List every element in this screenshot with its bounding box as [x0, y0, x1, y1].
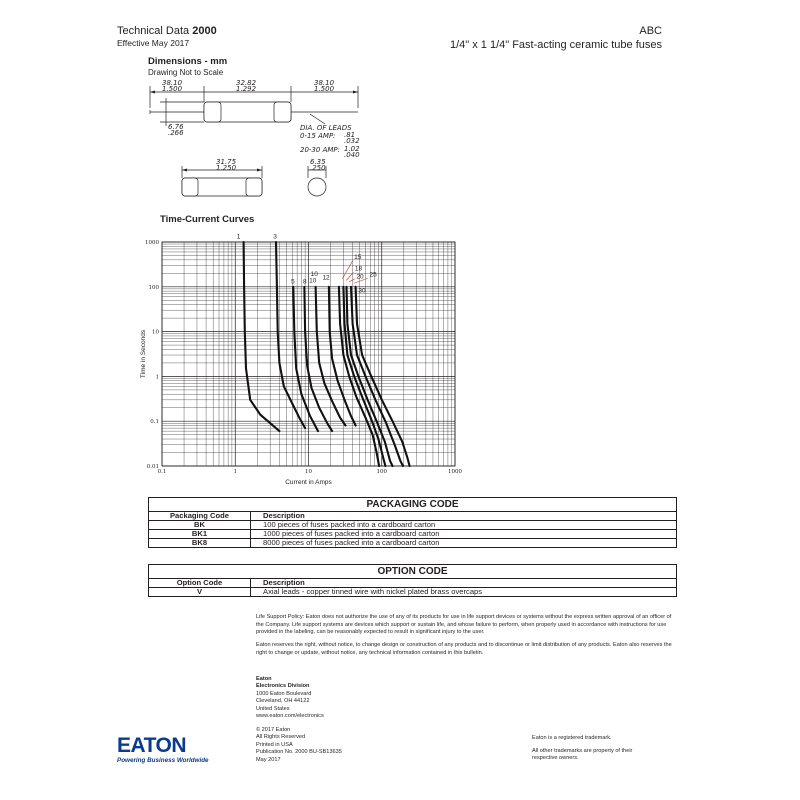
dim-len-mm: 31.75: [216, 158, 237, 166]
dim-range2-in: .040: [344, 151, 360, 159]
country: United States: [256, 705, 290, 712]
dim-dia-in: .266: [168, 129, 184, 137]
option-col-code: Option Code: [149, 579, 251, 588]
doc-number: 2000: [192, 25, 217, 37]
dim-range2-mm: 1.02: [344, 145, 360, 153]
y-tick-label: 0.1: [150, 419, 159, 426]
copyright-line: Publication No. 2000 BU-SB13635: [256, 749, 342, 756]
curve-label: 10: [310, 270, 318, 278]
dim-len-in: 1.250: [216, 164, 237, 172]
curve-label: 1: [236, 233, 241, 241]
packaging-table-title: PACKAGING CODE: [149, 498, 677, 512]
doc-title: [117, 25, 217, 38]
option-code: V: [149, 588, 251, 597]
eaton-logo: [117, 736, 209, 764]
curve-label: 18: [354, 265, 363, 273]
dim-range1-mm: .81: [344, 131, 356, 139]
copyright-line: All Rights Reserved: [256, 734, 306, 741]
x-tick-label: 10: [305, 469, 312, 475]
packaging-code: BK: [149, 521, 251, 530]
company-name: Eaton: [256, 676, 272, 682]
dim-end-mm: 6.35: [310, 158, 326, 166]
option-desc: Axial leads - copper tinned wire with nickel plated brass overcaps: [251, 588, 677, 597]
logo-tagline: Powering Business Worldwide: [117, 757, 209, 764]
chart-title: Time-Current Curves: [160, 214, 255, 225]
label-leader: [342, 261, 352, 279]
packaging-code: BK8: [149, 539, 251, 548]
x-axis-label: Current in Amps: [285, 479, 332, 486]
option-table-title: OPTION CODE: [149, 565, 677, 579]
dim-body-in: 1.292: [236, 85, 257, 93]
curve-label: 15: [354, 253, 362, 261]
product-code: ABC: [639, 25, 662, 37]
dimensions-title: Dimensions - mm: [148, 56, 228, 67]
dim-dia-leads: DIA. OF LEADS: [300, 124, 352, 132]
y-tick-label: 1000: [145, 240, 159, 246]
y-axis-label: Time in Seconds: [140, 329, 147, 379]
logo-wordmark: EATON: [117, 734, 187, 757]
dim-range2: 20-30 AMP:: [300, 146, 340, 154]
street: 1000 Eaton Boulevard: [256, 690, 312, 697]
packaging-code-table: [148, 497, 677, 548]
dim-range1: 0-15 AMP:: [300, 132, 336, 140]
curve-label: 25: [369, 271, 377, 279]
dim-lead2-in: 1.500: [314, 85, 335, 93]
x-tick-label: 1000: [448, 469, 462, 475]
y-tick-label: 10: [152, 329, 159, 336]
curve-label: 5: [291, 278, 295, 286]
curve-1: [244, 242, 280, 431]
curve-3: [276, 242, 305, 428]
copyright-line: May 2017: [256, 756, 281, 763]
y-tick-label: 0.01: [146, 464, 159, 470]
packaging-col-desc: Description: [251, 512, 677, 521]
trademark-eaton: Eaton is a registered trademark.: [532, 735, 612, 741]
packaging-code: BK1: [149, 530, 251, 539]
option-code-table: [148, 564, 677, 597]
division-name: Electronics Division: [256, 683, 310, 690]
dimension-drawing: [140, 78, 390, 208]
dim-lead-mm: 38.10: [162, 79, 183, 87]
copyright-block: [256, 727, 342, 764]
document-header: [117, 25, 217, 48]
curve-label: 8: [302, 278, 307, 286]
dim-dia-mm: 6.76: [168, 123, 184, 131]
y-tick-label: 100: [148, 284, 159, 291]
packaging-desc: 1000 pieces of fuses packed into a cardboard carton: [251, 530, 677, 539]
city: Cleveland, OH 44122: [256, 698, 310, 705]
curve-label: 30: [358, 287, 366, 295]
x-tick-label: 1: [233, 469, 237, 475]
dim-end-in: .250: [310, 164, 326, 172]
copyright-line: © 2017 Eaton: [256, 727, 291, 733]
dimensions-note: Drawing Not to Scale: [148, 68, 224, 77]
product-description: 1/4" x 1 1/4" Fast-acting ceramic tube fuses: [449, 39, 662, 51]
option-col-desc: Description: [251, 579, 677, 588]
dim-lead-in: 1.500: [162, 85, 183, 93]
packaging-desc: 100 pieces of fuses packed into a cardboard carton: [251, 521, 677, 530]
packaging-desc: 8000 pieces of fuses packed into a cardboard carton: [251, 539, 677, 548]
dim-body-mm: 32.82: [236, 79, 257, 87]
dim-range1-in: .032: [344, 137, 360, 145]
time-current-svg: [130, 228, 480, 490]
table-row: [149, 539, 677, 548]
life-support-policy: Life Support Policy: Eaton does not authorize the use of any of its products for use in life support devices or systems without the express written approval of an officer of the Company. Life support systems are devices which support or sustain life, and whose failure to perform, when properly used in accordance with instructions for use provided in the labeling, can be reasonably expected to result in significant injury to the user.: [256, 614, 672, 635]
product-header: [450, 25, 662, 52]
y-tick-label: 1: [155, 374, 159, 381]
company-address: [256, 676, 324, 720]
curve-label: 12: [322, 274, 330, 282]
label-leader: [349, 279, 355, 282]
table-row: [149, 588, 677, 597]
doc-label: Technical Data: [117, 25, 190, 37]
curve-label: 10: [309, 277, 317, 285]
x-tick-label: 0.1: [157, 469, 167, 475]
trademark-others: All other trademarks are property of their respective owners.: [532, 748, 633, 762]
packaging-col-code: Packaging Code: [149, 512, 251, 521]
website-link[interactable]: www.eaton.com/electronics: [256, 713, 324, 720]
copyright-line: Printed in USA: [256, 741, 293, 748]
x-tick-label: 100: [376, 469, 387, 475]
time-current-chart: [130, 228, 480, 490]
rights-notice: Eaton reserves the right, without notice, to change design or construction of any products and to discontinue or limit distribution of any products. Eaton also reserves the right to change or update, without notice, any technical information contained in this bulletin.: [256, 642, 672, 656]
effective-date: Effective May 2017: [117, 38, 190, 48]
curve-label: 3: [273, 233, 277, 241]
dim-lead2-mm: 38.10: [314, 79, 335, 87]
curve-label: 20: [356, 273, 364, 281]
label-leader: [346, 272, 353, 280]
